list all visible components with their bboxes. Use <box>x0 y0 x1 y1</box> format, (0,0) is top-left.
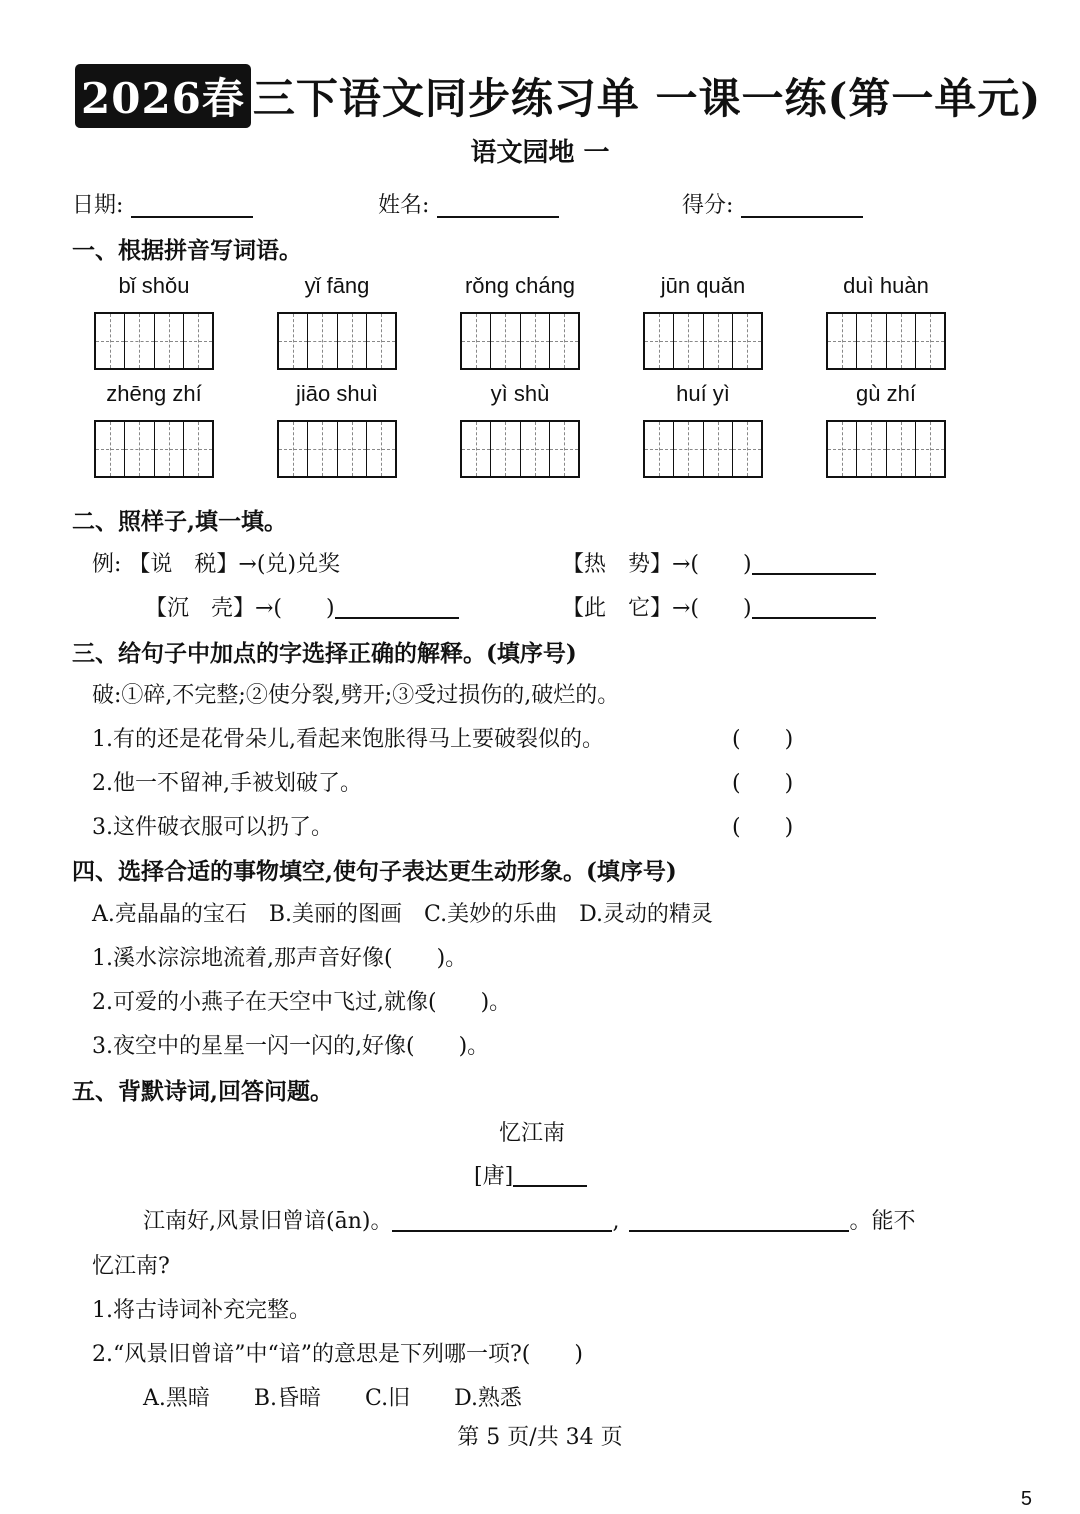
answer-blank[interactable] <box>335 617 459 619</box>
question-text[interactable]: 2.可爱的小燕子在天空中飞过,就像( )。 <box>92 990 512 1015</box>
poem-author <box>474 1159 587 1190</box>
date-label: 日期: <box>72 193 124 218</box>
name-blank[interactable] <box>437 216 559 218</box>
writing-grid[interactable] <box>94 420 214 478</box>
date-blank[interactable] <box>131 216 253 218</box>
section5-heading: 五、背默诗词,回答问题。 <box>72 1078 334 1105</box>
answer-paren[interactable]: ( ) <box>732 771 794 796</box>
writing-grid[interactable] <box>826 420 946 478</box>
fill-item-text: 【热 势】→( ) <box>562 552 752 577</box>
writing-grid[interactable] <box>460 312 580 370</box>
pinyin-label: yì shù <box>490 381 550 406</box>
answer-paren[interactable]: ( ) <box>732 815 794 840</box>
example-text: 【说 税】→(兑)兑奖 <box>128 552 341 577</box>
fill-item-text: 【此 它】→( ) <box>562 596 752 621</box>
section4-heading: 四、选择合适的事物填空,使句子表达更生动形象。(填序号) <box>72 858 677 885</box>
poem-line <box>143 1204 915 1235</box>
pinyin-label: jūn quǎn <box>660 273 746 298</box>
page-footer: 第 5 页/共 34 页 <box>457 1425 623 1450</box>
writing-grid[interactable] <box>277 420 397 478</box>
definition-text: 破:①碎,不完整;②使分裂,劈开;③受过损伤的,破烂的。 <box>92 683 620 708</box>
poem-blank[interactable] <box>629 1230 849 1232</box>
name-field[interactable] <box>378 188 559 219</box>
writing-grid[interactable] <box>643 420 763 478</box>
section1-heading: 一、根据拼音写词语。 <box>72 237 302 264</box>
dynasty-label: [唐] <box>474 1164 514 1189</box>
option-list: A.亮晶晶的宝石 B.美丽的图画 C.美妙的乐曲 D.灵动的精灵 <box>92 902 713 927</box>
answer-blank[interactable] <box>752 617 876 619</box>
poem-line-start: 江南好,风景旧曾谙(ān)。 <box>143 1209 393 1234</box>
writing-grid[interactable] <box>826 312 946 370</box>
date-field[interactable] <box>72 188 253 219</box>
pinyin-label: zhēng zhí <box>106 381 202 406</box>
question-text: 1.将古诗词补充完整。 <box>92 1298 311 1323</box>
page-number: 5 <box>1020 1488 1032 1510</box>
pinyin-label: duì huàn <box>843 273 929 298</box>
pinyin-label: jiāo shuì <box>296 381 378 406</box>
pinyin-label: gù zhí <box>856 381 916 406</box>
fill-item <box>145 591 459 622</box>
author-blank[interactable] <box>513 1185 587 1187</box>
subtitle: 语文园地 一 <box>470 138 610 168</box>
option-list: A.黑暗 B.昏暗 C.旧 D.熟悉 <box>143 1386 522 1411</box>
fill-item <box>562 591 876 622</box>
question-text: 2.他一不留神,手被划破了。 <box>92 771 362 796</box>
pinyin-label: yǐ fāng <box>304 273 370 298</box>
poem-line-continued: 忆江南? <box>92 1254 170 1279</box>
score-blank[interactable] <box>741 216 863 218</box>
pinyin-label: rǒng cháng <box>464 273 576 298</box>
writing-grid[interactable] <box>643 312 763 370</box>
poem-blank[interactable] <box>392 1230 612 1232</box>
question-text: 1.有的还是花骨朵儿,看起来饱胀得马上要破裂似的。 <box>92 727 604 752</box>
section3-heading: 三、给句子中加点的字选择正确的解释。(填序号) <box>72 640 577 667</box>
answer-blank[interactable] <box>752 573 876 575</box>
fill-item <box>562 547 876 578</box>
poem-line-end: 。能不 <box>849 1209 916 1234</box>
pinyin-label: bǐ shǒu <box>118 273 190 298</box>
writing-grid[interactable] <box>277 312 397 370</box>
writing-grid[interactable] <box>460 420 580 478</box>
answer-paren[interactable]: ( ) <box>732 727 794 752</box>
title-text: 三下语文同步练习单 一课一练(第一单元) <box>252 74 1042 123</box>
question-text[interactable]: 1.溪水淙淙地流着,那声音好像( )。 <box>92 946 468 971</box>
page-title <box>75 66 1041 126</box>
section2-heading: 二、照样子,填一填。 <box>72 508 288 535</box>
question-text[interactable]: 2.“风景旧曾谙”中“谙”的意思是下列哪一项?( ) <box>92 1342 583 1367</box>
question-text[interactable]: 3.夜空中的星星一闪一闪的,好像( )。 <box>92 1034 490 1059</box>
example-label: 例: <box>92 552 122 577</box>
score-field[interactable] <box>682 188 863 219</box>
example-row <box>92 547 340 578</box>
fill-item-text: 【沉 壳】→( ) <box>145 596 335 621</box>
year-badge: 2026春 <box>75 64 251 128</box>
poem-title: 忆江南 <box>498 1121 565 1146</box>
pinyin-label: huí yì <box>676 381 730 406</box>
comma: , <box>612 1209 620 1234</box>
name-label: 姓名: <box>378 193 430 218</box>
writing-grid[interactable] <box>94 312 214 370</box>
score-label: 得分: <box>682 193 734 218</box>
question-text: 3.这件破衣服可以扔了。 <box>92 815 333 840</box>
